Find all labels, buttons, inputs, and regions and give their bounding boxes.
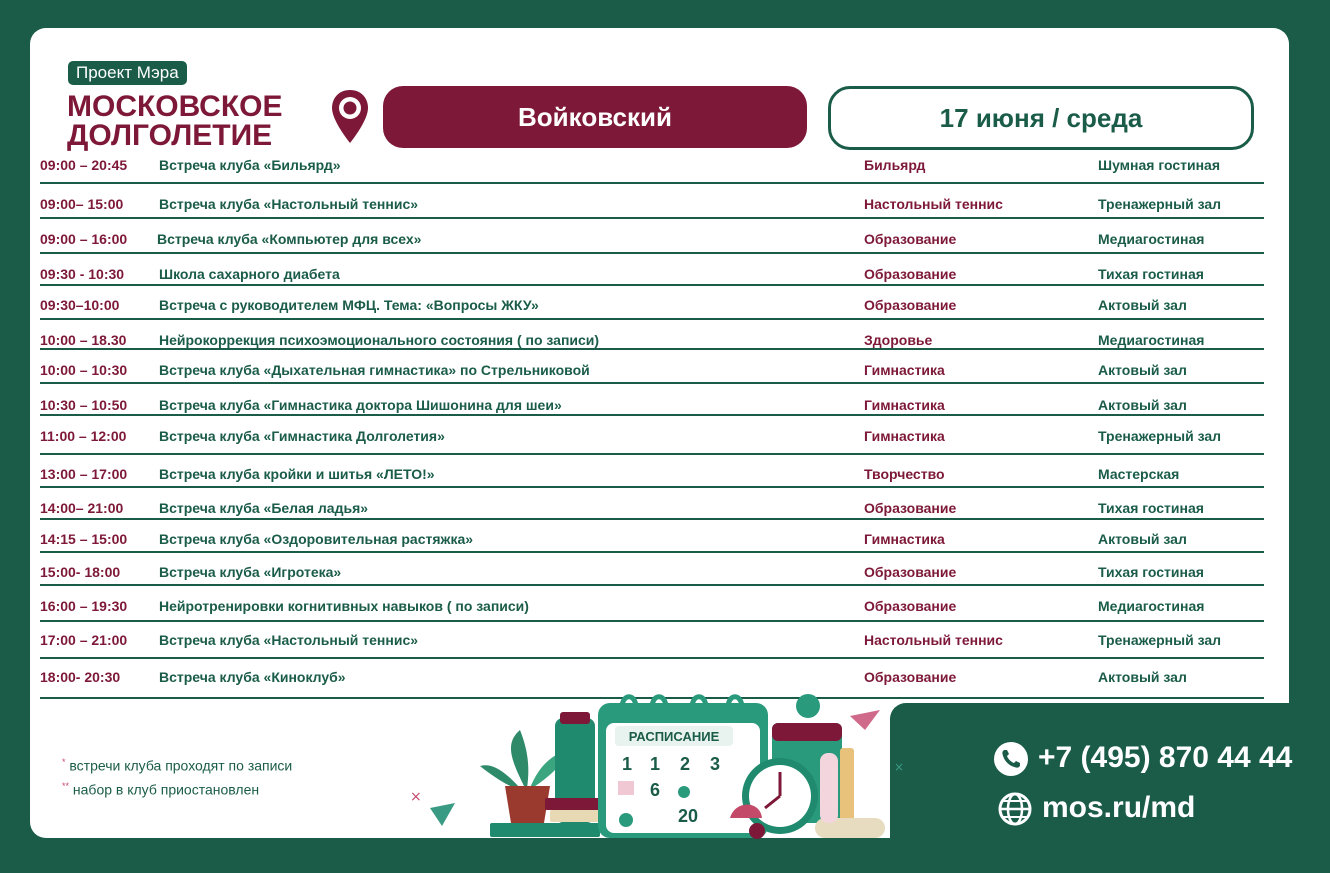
row-divider — [40, 318, 1264, 320]
website-url: mos.ru/md — [1042, 791, 1196, 824]
paper-plane-icon — [430, 803, 455, 826]
row-time: 16:00 – 19:30 — [40, 598, 128, 614]
row-time: 14:15 – 15:00 — [40, 531, 128, 547]
row-category: Бильярд — [864, 157, 926, 173]
calendar-digit: 3 — [710, 754, 721, 774]
svg-text:×: × — [894, 760, 905, 774]
row-divider — [40, 182, 1264, 184]
row-room: Медиагостиная — [1098, 598, 1205, 614]
row-category: Образование — [864, 297, 957, 313]
row-divider — [40, 518, 1264, 520]
row-time: 14:00– 21:00 — [40, 500, 124, 516]
row-time: 09:30 - 10:30 — [40, 266, 125, 282]
calendar-digit: 2 — [680, 754, 691, 774]
row-room: Медиагостиная — [1098, 231, 1205, 247]
row-category: Гимнастика — [864, 362, 945, 378]
row-time: 18:00- 20:30 — [40, 669, 121, 685]
schedule-illustration — [410, 668, 905, 843]
location-pin-icon — [330, 88, 370, 146]
row-category: Творчество — [864, 466, 945, 482]
phone-contact[interactable] — [994, 741, 1292, 776]
calendar-digit: 1 — [650, 754, 661, 774]
row-title: Нейротренировки когнитивных навыков ( по записи) — [159, 598, 529, 614]
brand-logo — [67, 92, 282, 150]
row-time: 10:00 – 18.30 — [40, 332, 127, 348]
row-time: 09:00– 15:00 — [40, 196, 124, 212]
footnote-2-text: набор в клуб приостановлен — [72, 781, 260, 798]
row-divider — [40, 620, 1264, 622]
row-room: Тихая гостиная — [1098, 564, 1204, 580]
row-room: Тихая гостиная — [1098, 266, 1204, 282]
row-room: Тихая гостиная — [1098, 500, 1204, 516]
row-divider — [40, 382, 1264, 384]
row-title: Встреча клуба «Белая ладья» — [159, 500, 369, 516]
row-divider — [40, 486, 1264, 488]
row-divider — [40, 453, 1264, 455]
row-title: Встреча клуба «Настольный теннис» — [159, 632, 419, 648]
row-room: Актовый зал — [1098, 397, 1187, 413]
row-time: 10:30 – 10:50 — [40, 397, 128, 413]
row-divider — [40, 348, 1264, 350]
district-name: Войковский — [383, 86, 807, 148]
row-title: Встреча клуба «Оздоровительная растяжка» — [159, 531, 474, 547]
row-category: Образование — [864, 231, 957, 247]
row-room: Шумная гостиная — [1098, 157, 1221, 173]
row-category: Образование — [864, 598, 957, 614]
row-category: Образование — [864, 266, 957, 282]
row-divider — [40, 217, 1264, 219]
brand-line-2: ДОЛГОЛЕТИЕ — [67, 119, 273, 152]
row-title: Встреча клуба «Игротека» — [159, 564, 342, 580]
row-room: Медиагостиная — [1098, 332, 1205, 348]
calendar-label: РАСПИСАНИЕ — [628, 729, 720, 744]
footnote-1: * встречи клуба проходят по записи — [62, 757, 293, 774]
calendar-digit: 20 — [678, 806, 699, 826]
row-category: Образование — [864, 669, 957, 685]
row-time: 10:00 – 10:30 — [40, 362, 128, 378]
row-room: Актовый зал — [1098, 362, 1187, 378]
row-time: 13:00 – 17:00 — [40, 466, 128, 482]
paper-plane-icon — [850, 710, 880, 730]
row-title: Нейрокоррекция психоэмоционального состояния ( по записи) — [159, 332, 600, 348]
row-category: Здоровье — [864, 332, 933, 348]
globe-icon — [998, 792, 1032, 826]
row-category: Гимнастика — [864, 531, 945, 547]
website-contact[interactable] — [998, 791, 1195, 826]
phone-icon — [994, 742, 1028, 776]
row-divider — [40, 284, 1264, 286]
row-category: Настольный теннис — [864, 632, 1003, 648]
row-divider — [40, 657, 1264, 659]
row-divider — [40, 414, 1264, 416]
row-title: Встреча клуба «Компьютер для всех» — [157, 231, 422, 247]
event-date: 17 июня / среда — [828, 86, 1254, 150]
row-title: Встреча с руководителем МФЦ. Тема: «Вопросы ЖКУ» — [159, 297, 539, 313]
row-room: Актовый зал — [1098, 531, 1187, 547]
row-time: 11:00 – 12:00 — [40, 428, 127, 444]
row-time: 09:30–10:00 — [40, 297, 120, 313]
row-time: 09:00 – 16:00 — [40, 231, 128, 247]
row-room: Мастерская — [1098, 466, 1180, 482]
row-category: Образование — [864, 564, 957, 580]
row-room: Актовый зал — [1098, 669, 1187, 685]
row-title: Встреча клуба «Гимнастика Долголетия» — [159, 428, 445, 444]
calendar-digit: 6 — [650, 780, 661, 800]
footnote-1-text: встречи клуба проходят по записи — [69, 757, 293, 774]
row-room: Актовый зал — [1098, 297, 1187, 313]
contact-panel — [890, 703, 1330, 873]
footnotes — [62, 752, 292, 799]
footnote-2: ** набор в клуб приостановлен — [62, 780, 260, 798]
row-title: Школа сахарного диабета — [159, 266, 340, 282]
row-divider — [40, 551, 1264, 553]
row-room: Тренажерный зал — [1098, 196, 1222, 212]
row-title: Встреча клуба «Дыхательная гимнастика» по Стрельниковой — [159, 362, 590, 378]
row-divider — [40, 252, 1264, 254]
row-title: Встреча клуба кройки и шитья «ЛЕТО!» — [159, 466, 435, 482]
calendar-digit: 1 — [622, 754, 633, 774]
brand-line-1: МОСКОВСКОЕ — [67, 90, 283, 123]
svg-text:×: × — [410, 789, 422, 805]
row-title: Встреча клуба «Бильярд» — [159, 157, 341, 173]
row-category: Гимнастика — [864, 397, 945, 413]
row-title: Встреча клуба «Настольный теннис» — [159, 196, 419, 212]
row-title: Встреча клуба «Киноклуб» — [159, 669, 346, 685]
row-time: 09:00 – 20:45 — [40, 157, 128, 173]
row-category: Образование — [864, 500, 957, 516]
row-category: Настольный теннис — [864, 196, 1003, 212]
row-time: 17:00 – 21:00 — [40, 632, 128, 648]
row-room: Тренажерный зал — [1098, 632, 1222, 648]
phone-number: +7 (495) 870 44 44 — [1038, 741, 1293, 774]
row-title: Встреча клуба «Гимнастика доктора Шишонина для шеи» — [159, 397, 562, 413]
row-time: 15:00- 18:00 — [40, 564, 121, 580]
project-badge: Проект Мэра — [68, 61, 187, 85]
row-room: Тренажерный зал — [1098, 428, 1222, 444]
row-category: Гимнастика — [864, 428, 945, 444]
row-divider — [40, 584, 1264, 586]
